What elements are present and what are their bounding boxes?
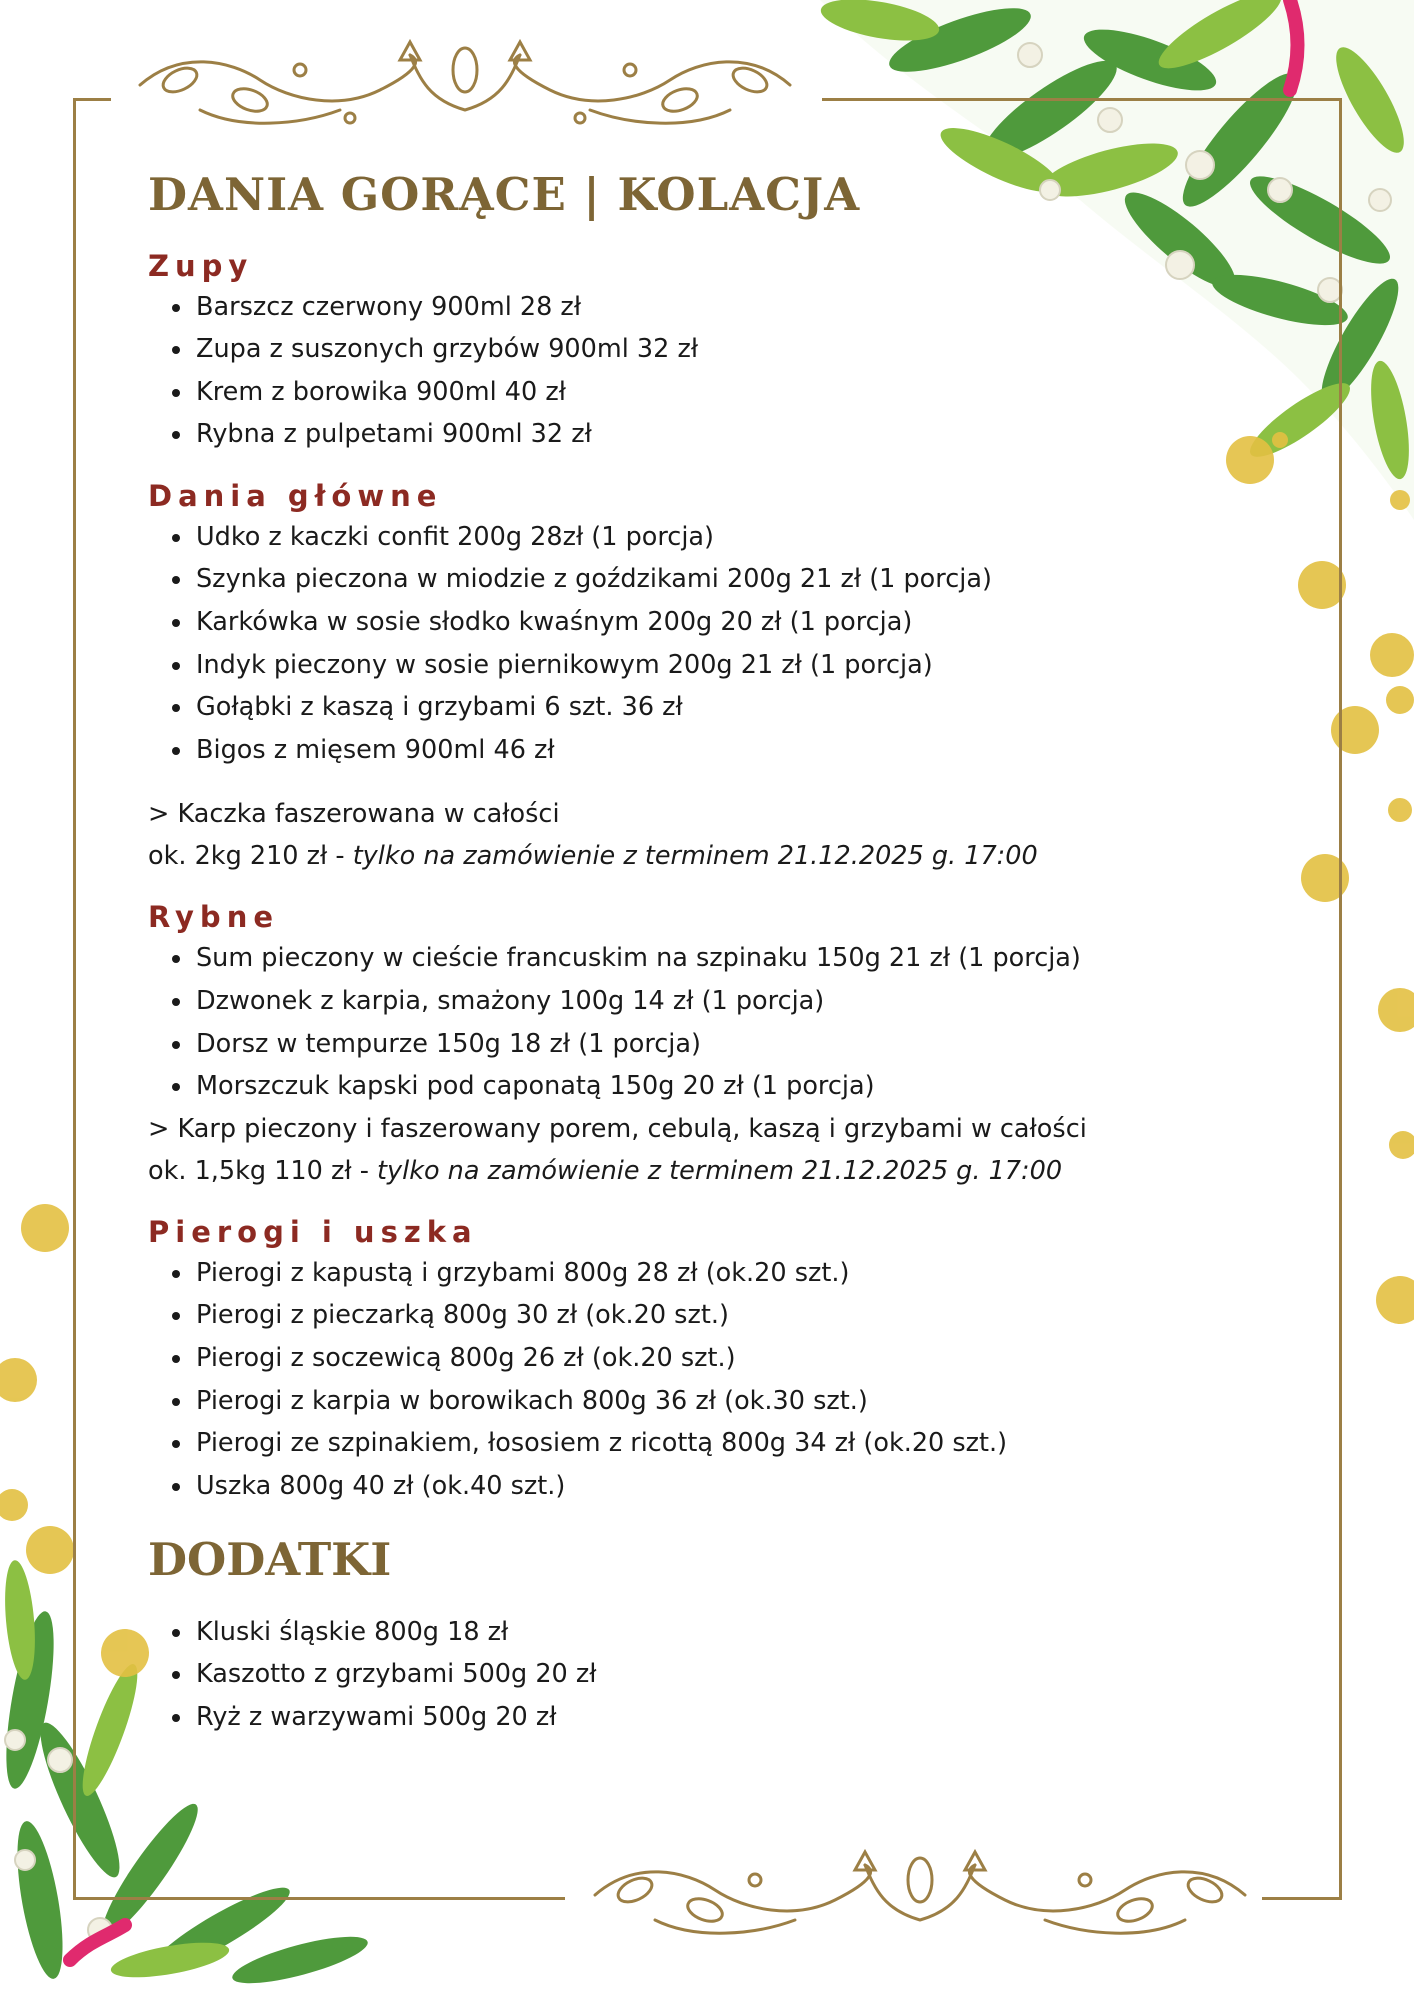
section-title-dania-glowne: Dania główne (148, 478, 443, 513)
note-line-1: > Kaczka faszerowana w całości (148, 799, 560, 830)
list-item: Pierogi z soczewicą 800g 26 zł (ok.20 szt.) (170, 1337, 1228, 1380)
menu-list-zupy (148, 286, 1228, 456)
menu-list-pierogi (148, 1252, 1228, 1508)
order-note-kaczka (148, 793, 1228, 877)
menu-content (148, 170, 1228, 1761)
list-item: Pierogi ze szpinakiem, łososiem z ricottą 800g 34 zł (ok.20 szt.) (170, 1422, 1228, 1465)
note-line-2 (148, 835, 1228, 877)
note-price: ok. 1,5kg 110 zł - (148, 1155, 378, 1186)
menu-list-dania-glowne (148, 516, 1228, 772)
menu-list-dodatki (148, 1611, 1228, 1739)
list-item: Indyk pieczony w sosie piernikowym 200g 21 zł (1 porcja) (170, 644, 1228, 687)
list-item: Rybna z pulpetami 900ml 32 zł (170, 413, 1228, 456)
section-title-pierogi: Pierogi i uszka (148, 1214, 478, 1249)
list-item: Bigos z mięsem 900ml 46 zł (170, 729, 1228, 772)
list-item: Kluski śląskie 800g 18 zł (170, 1611, 1228, 1654)
section-title-zupy: Zupy (148, 248, 254, 283)
menu-list-rybne (148, 937, 1228, 1107)
note-line-1: > Karp pieczony i faszerowany porem, cebulą, kaszą i grzybami w całości (148, 1113, 1087, 1144)
note-order-terms: tylko na zamówienie z terminem 21.12.2025 g. 17:00 (377, 1155, 1063, 1186)
list-item: Szynka pieczona w miodzie z goździkami 200g 21 zł (1 porcja) (170, 558, 1228, 601)
list-item: Pierogi z kapustą i grzybami 800g 28 zł (ok.20 szt.) (170, 1252, 1228, 1295)
list-item: Kaszotto z grzybami 500g 20 zł (170, 1653, 1228, 1696)
section-title-rybne: Rybne (148, 900, 280, 935)
frame-bottom-left-segment (73, 1897, 565, 1900)
list-item: Morszczuk kapski pod caponatą 150g 20 zł (1 porcja) (170, 1065, 1228, 1108)
list-item: Karkówka w sosie słodko kwaśnym 200g 20 zł (1 porcja) (170, 601, 1228, 644)
list-item: Sum pieczony w cieście francuskim na szpinaku 150g 21 zł (1 porcja) (170, 937, 1228, 980)
list-item: Krem z borowika 900ml 40 zł (170, 371, 1228, 414)
note-line-2 (148, 1150, 1228, 1192)
list-item: Udko z kaczki confit 200g 28zł (1 porcja) (170, 516, 1228, 559)
note-price: ok. 2kg 210 zł - (148, 841, 353, 872)
list-item: Uszka 800g 40 zł (ok.40 szt.) (170, 1465, 1228, 1508)
frame-right-border (1339, 98, 1342, 1900)
addons-title: DODATKI (148, 1533, 392, 1587)
frame-top-left-segment (73, 98, 111, 101)
bottom-flourish-ornament (595, 1852, 1245, 1933)
list-item: Dorsz w tempurze 150g 18 zł (1 porcja) (170, 1023, 1228, 1066)
frame-bottom-right-segment (1262, 1897, 1342, 1900)
frame-top-right-segment (822, 98, 1342, 101)
note-order-terms: tylko na zamówienie z terminem 21.12.2025 g. 17:00 (352, 841, 1038, 872)
list-item: Barszcz czerwony 900ml 28 zł (170, 286, 1228, 329)
list-item: Pierogi z karpia w borowikach 800g 36 zł (ok.30 szt.) (170, 1380, 1228, 1423)
list-item: Pierogi z pieczarką 800g 30 zł (ok.20 szt.) (170, 1294, 1228, 1337)
order-note-karp (148, 1108, 1228, 1192)
list-item: Zupa z suszonych grzybów 900ml 32 zł (170, 328, 1228, 371)
list-item: Ryż z warzywami 500g 20 zł (170, 1696, 1228, 1739)
frame-left-border (73, 98, 76, 1900)
list-item: Dzwonek z karpia, smażony 100g 14 zł (1 porcja) (170, 980, 1228, 1023)
top-flourish-ornament (140, 42, 790, 123)
page-title: DANIA GORĄCE | KOLACJA (148, 168, 861, 221)
list-item: Gołąbki z kaszą i grzybami 6 szt. 36 zł (170, 686, 1228, 729)
